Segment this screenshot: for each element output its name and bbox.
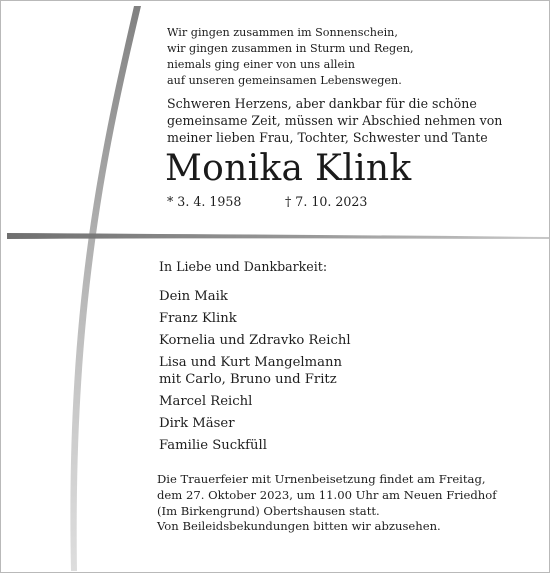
intro-line: meiner lieben Frau, Tochter, Schwester und Tante [167, 130, 488, 145]
intro-text [167, 95, 502, 146]
mourner-line: mit Carlo, Bruno und Fritz [159, 372, 337, 387]
mourner-entry [159, 393, 351, 410]
mourner-line: Kornelia und Zdravko Reichl [159, 333, 351, 348]
birth-date: * 3. 4. 1958 [167, 194, 242, 209]
death-date: † 7. 10. 2023 [285, 194, 368, 209]
funeral-line: Von Beileidsbekundungen bitten wir abzusehen. [157, 519, 441, 534]
mourner-line: Familie Suckfüll [159, 438, 267, 453]
deceased-name: Monika Klink [165, 148, 412, 189]
poem-verse [167, 25, 414, 89]
funeral-line: dem 27. Oktober 2023, um 11.00 Uhr am Neuen Friedhof [157, 487, 497, 502]
funeral-line: (Im Birkengrund) Obertshausen statt. [157, 503, 380, 518]
mourner-entry [159, 437, 351, 454]
cross-horizontal-beam [7, 233, 549, 239]
mourner-line: Dirk Mäser [159, 416, 235, 431]
funeral-line: Die Trauerfeier mit Urnenbeisetzung findet am Freitag, [157, 472, 486, 486]
intro-line: gemeinsame Zeit, müssen wir Abschied nehmen von [167, 113, 503, 128]
mourner-line: Marcel Reichl [159, 394, 253, 409]
mourner-entry [159, 415, 351, 432]
mourners-heading: In Liebe und Dankbarkeit: [159, 259, 328, 274]
mourners-list [159, 288, 351, 459]
mourner-entry [159, 288, 351, 305]
intro-line: Schweren Herzens, aber dankbar für die schöne [167, 96, 477, 111]
mourner-line: Lisa und Kurt Mangelmann [159, 355, 342, 370]
mourner-entry [159, 310, 351, 327]
poem-line: Wir gingen zusammen im Sonnenschein, [167, 26, 398, 39]
funeral-details [157, 472, 497, 535]
poem-line: niemals ging einer von uns allein [167, 58, 355, 71]
mourner-entry [159, 354, 351, 388]
life-dates [167, 193, 368, 211]
poem-line: auf unseren gemeinsamen Lebenswegen. [167, 74, 402, 87]
mourner-line: Dein Maik [159, 289, 228, 304]
cross-vertical-beam [70, 6, 141, 571]
mourner-line: Franz Klink [159, 311, 237, 326]
mourner-entry [159, 332, 351, 349]
poem-line: wir gingen zusammen in Sturm und Regen, [167, 42, 414, 55]
